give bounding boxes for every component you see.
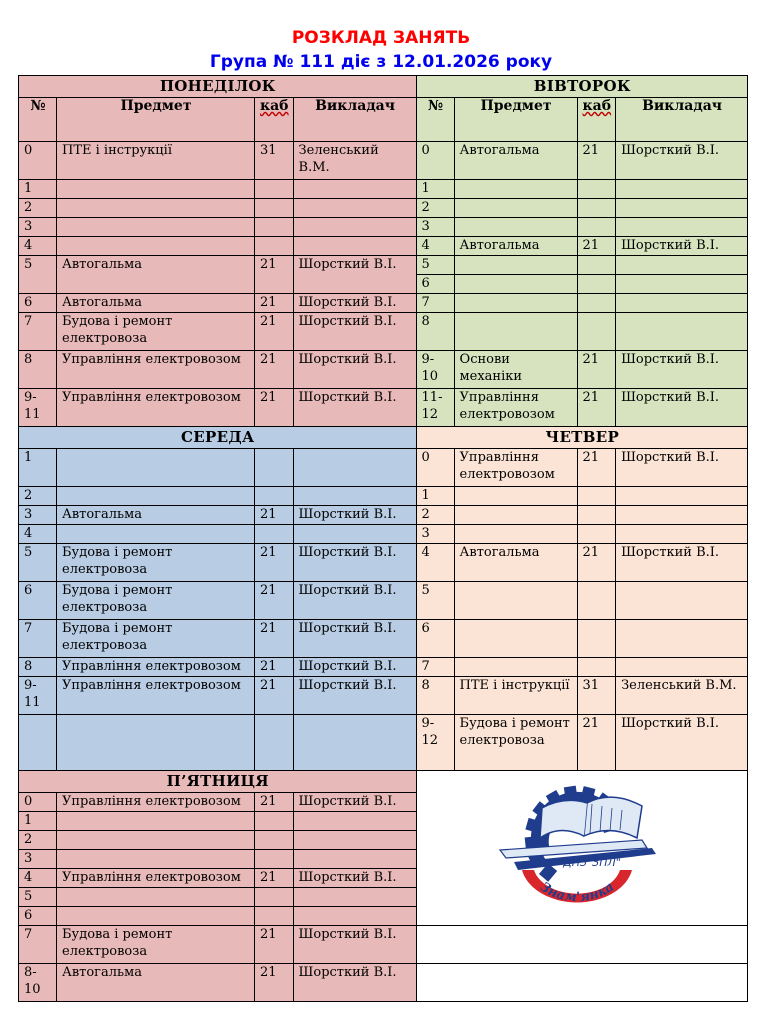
schedule-row xyxy=(19,142,748,180)
lesson-teacher xyxy=(293,525,416,544)
lesson-number: 1 xyxy=(19,812,57,831)
schedule-row xyxy=(19,180,748,199)
schedule-row xyxy=(19,98,748,142)
lesson-room xyxy=(577,294,616,313)
lesson-room: 21 xyxy=(255,658,294,677)
lesson-room: 21 xyxy=(255,256,294,294)
lesson-subject xyxy=(57,487,255,506)
lesson-subject xyxy=(57,715,255,771)
lesson-room: 21 xyxy=(255,294,294,313)
col-header-room xyxy=(255,98,294,142)
schedule-row xyxy=(19,620,748,658)
lesson-teacher xyxy=(293,449,416,487)
lesson-subject xyxy=(454,582,577,620)
lesson-teacher: Шорсткий В.І. xyxy=(293,313,416,351)
lesson-number: 3 xyxy=(19,506,57,525)
lesson-subject: Автогальма xyxy=(57,506,255,525)
day-header-thursday: ЧЕТВЕР xyxy=(416,427,748,449)
col-header-room-label: каб xyxy=(260,98,289,114)
lesson-number: 3 xyxy=(416,525,454,544)
lesson-subject xyxy=(454,525,577,544)
lesson-subject: ПТЕ і інструкції xyxy=(454,677,577,715)
lesson-teacher: Зеленський В.М. xyxy=(616,677,748,715)
book-icon xyxy=(540,797,642,838)
schedule-row xyxy=(19,199,748,218)
lesson-room: 21 xyxy=(255,582,294,620)
lesson-room: 31 xyxy=(577,677,616,715)
lesson-room xyxy=(255,831,294,850)
lesson-room xyxy=(577,658,616,677)
col-header-subject: Предмет xyxy=(454,98,577,142)
lesson-subject xyxy=(454,218,577,237)
lesson-subject xyxy=(454,313,577,351)
schedule-row xyxy=(19,677,748,715)
lesson-teacher xyxy=(293,487,416,506)
lesson-number: 1 xyxy=(416,487,454,506)
lesson-teacher: Шорсткий В.І. xyxy=(616,142,748,180)
lesson-room xyxy=(577,525,616,544)
col-header-room xyxy=(577,98,616,142)
lesson-teacher: Шорсткий В.І. xyxy=(293,793,416,812)
lesson-room: 21 xyxy=(255,544,294,582)
lesson-subject: Будова і ремонт електровоза xyxy=(57,582,255,620)
lesson-number: 5 xyxy=(416,256,454,275)
day-header-tuesday: ВІВТОРОК xyxy=(416,76,748,98)
schedule-row xyxy=(19,506,748,525)
lesson-number: 6 xyxy=(19,582,57,620)
lesson-teacher: Шорсткий В.І. xyxy=(616,544,748,582)
lesson-number: 9-11 xyxy=(19,677,57,715)
lesson-number: 2 xyxy=(416,199,454,218)
day-header-monday: ПОНЕДІЛОК xyxy=(19,76,417,98)
lesson-teacher xyxy=(616,313,748,351)
lesson-teacher xyxy=(616,294,748,313)
lesson-teacher: Шорсткий В.І. xyxy=(293,389,416,427)
lesson-teacher xyxy=(293,218,416,237)
lesson-subject xyxy=(57,237,255,256)
schedule-row xyxy=(19,964,748,1002)
lesson-subject xyxy=(454,294,577,313)
lesson-number: 9-11 xyxy=(19,389,57,427)
lesson-room xyxy=(255,715,294,771)
lesson-subject xyxy=(454,487,577,506)
lesson-teacher: Зеленський В.М. xyxy=(293,142,416,180)
lesson-room: 21 xyxy=(255,620,294,658)
lesson-room: 21 xyxy=(255,926,294,964)
lesson-subject: Будова і ремонт електровоза xyxy=(57,926,255,964)
lesson-subject: Управління електровозом xyxy=(57,869,255,888)
lesson-room: 21 xyxy=(577,715,616,771)
lesson-subject xyxy=(57,812,255,831)
lesson-number: 6 xyxy=(19,907,57,926)
lesson-subject: ПТЕ і інструкції xyxy=(57,142,255,180)
lesson-subject xyxy=(454,256,577,275)
lesson-teacher: Шорсткий В.І. xyxy=(293,926,416,964)
lesson-room: 21 xyxy=(255,964,294,1002)
lesson-number: 0 xyxy=(416,142,454,180)
lesson-room: 31 xyxy=(255,142,294,180)
schedule-row xyxy=(19,487,748,506)
lesson-number: 9-12 xyxy=(416,715,454,771)
schedule-row xyxy=(19,256,748,275)
lesson-room xyxy=(577,218,616,237)
lesson-number: 5 xyxy=(19,888,57,907)
lesson-room xyxy=(577,256,616,275)
lesson-teacher: Шорсткий В.І. xyxy=(293,620,416,658)
lesson-subject xyxy=(57,907,255,926)
schedule-row xyxy=(19,715,748,771)
lesson-teacher: Шорсткий В.І. xyxy=(616,449,748,487)
lesson-number: 2 xyxy=(19,487,57,506)
col-header-teacher: Викладач xyxy=(616,98,748,142)
col-header-subject: Предмет xyxy=(57,98,255,142)
lesson-room xyxy=(577,199,616,218)
col-header-num: № xyxy=(416,98,454,142)
schedule-row xyxy=(19,771,748,793)
lesson-teacher xyxy=(293,850,416,869)
lesson-number: 7 xyxy=(19,926,57,964)
lesson-teacher: Шорсткий В.І. xyxy=(616,715,748,771)
lesson-teacher xyxy=(616,620,748,658)
lesson-teacher xyxy=(293,907,416,926)
lesson-room xyxy=(255,850,294,869)
logo-abbr: ДНЗ"ЗПЛ" xyxy=(563,856,622,869)
lesson-number: 7 xyxy=(19,313,57,351)
lesson-room xyxy=(577,487,616,506)
lesson-room: 21 xyxy=(255,869,294,888)
lesson-number: 7 xyxy=(19,620,57,658)
lesson-subject: Управління електровозом xyxy=(57,677,255,715)
lesson-room: 21 xyxy=(577,449,616,487)
schedule-row xyxy=(19,237,748,256)
lesson-number: 0 xyxy=(19,793,57,812)
lesson-room: 21 xyxy=(255,793,294,812)
lesson-room: 21 xyxy=(255,506,294,525)
lesson-subject: Управління електровозом xyxy=(57,658,255,677)
lesson-subject: Автогальма xyxy=(57,294,255,313)
lesson-number: 4 xyxy=(19,525,57,544)
lesson-number: 4 xyxy=(416,544,454,582)
lesson-subject: Управління електровозом xyxy=(454,389,577,427)
lesson-room xyxy=(255,888,294,907)
lesson-teacher: Шорсткий В.І. xyxy=(293,964,416,1002)
lesson-room xyxy=(577,620,616,658)
schedule-row xyxy=(19,658,748,677)
lesson-room xyxy=(255,907,294,926)
lesson-subject xyxy=(454,658,577,677)
lesson-teacher xyxy=(616,180,748,199)
lesson-room: 21 xyxy=(577,237,616,256)
lesson-number: 5 xyxy=(19,544,57,582)
lesson-number: 4 xyxy=(19,869,57,888)
lesson-subject: Будова і ремонт електровоза xyxy=(57,313,255,351)
lesson-subject: Управління електровозом xyxy=(454,449,577,487)
lesson-number: 2 xyxy=(416,506,454,525)
lesson-subject: Автогальма xyxy=(454,544,577,582)
lesson-subject xyxy=(57,199,255,218)
lesson-room xyxy=(255,218,294,237)
lesson-teacher xyxy=(293,199,416,218)
lesson-subject: Автогальма xyxy=(57,256,255,294)
lesson-teacher xyxy=(293,888,416,907)
lesson-room xyxy=(577,180,616,199)
lesson-room xyxy=(577,313,616,351)
lesson-teacher xyxy=(616,256,748,275)
lesson-teacher: Шорсткий В.І. xyxy=(293,677,416,715)
lesson-number xyxy=(19,715,57,771)
lesson-teacher: Шорсткий В.І. xyxy=(293,351,416,389)
lesson-number: 5 xyxy=(19,256,57,294)
lesson-teacher: Шорсткий В.І. xyxy=(616,237,748,256)
col-header-teacher: Викладач xyxy=(293,98,416,142)
lesson-subject: Будова і ремонт електровоза xyxy=(454,715,577,771)
schedule-row xyxy=(19,294,748,313)
lesson-number: 8 xyxy=(416,313,454,351)
logo-cell xyxy=(416,771,748,926)
lesson-number: 3 xyxy=(416,218,454,237)
lesson-number: 2 xyxy=(19,831,57,850)
lesson-room xyxy=(255,449,294,487)
empty-cell xyxy=(416,964,748,1002)
lesson-room xyxy=(255,237,294,256)
lesson-number: 6 xyxy=(416,275,454,294)
lesson-subject xyxy=(57,831,255,850)
lesson-subject xyxy=(454,506,577,525)
schedule-row xyxy=(19,582,748,620)
lesson-teacher xyxy=(616,582,748,620)
day-header-friday: П’ЯТНИЦЯ xyxy=(19,771,417,793)
lesson-subject xyxy=(454,275,577,294)
lesson-subject: Автогальма xyxy=(57,964,255,1002)
lesson-subject xyxy=(454,199,577,218)
lesson-subject: Автогальма xyxy=(454,237,577,256)
schedule-row xyxy=(19,544,748,582)
lesson-teacher xyxy=(293,180,416,199)
lesson-teacher xyxy=(293,237,416,256)
lesson-teacher: Шорсткий В.І. xyxy=(616,351,748,389)
lesson-room xyxy=(577,506,616,525)
lesson-number: 0 xyxy=(19,142,57,180)
lesson-teacher xyxy=(293,812,416,831)
lesson-room: 21 xyxy=(577,142,616,180)
lesson-number: 8 xyxy=(19,658,57,677)
lesson-number: 6 xyxy=(19,294,57,313)
lesson-number: 8 xyxy=(19,351,57,389)
lesson-subject: Управління електровозом xyxy=(57,389,255,427)
lesson-number: 7 xyxy=(416,658,454,677)
lesson-number: 3 xyxy=(19,218,57,237)
schedule-row xyxy=(19,525,748,544)
lesson-teacher xyxy=(616,199,748,218)
lesson-teacher: Шорсткий В.І. xyxy=(293,544,416,582)
lesson-subject: Будова і ремонт електровоза xyxy=(57,620,255,658)
lesson-number: 4 xyxy=(416,237,454,256)
lesson-subject xyxy=(57,525,255,544)
schedule-row xyxy=(19,313,748,351)
lesson-subject xyxy=(57,449,255,487)
lesson-teacher: Шорсткий В.І. xyxy=(293,294,416,313)
lesson-room xyxy=(255,199,294,218)
schedule-title: РОЗКЛАД ЗАНЯТЬ xyxy=(291,28,471,48)
lesson-teacher: Шорсткий В.І. xyxy=(293,256,416,294)
schedule-table xyxy=(18,75,748,1002)
lesson-subject xyxy=(57,888,255,907)
day-header-wednesday: СЕРЕДА xyxy=(19,427,417,449)
group-subtitle: Група № 111 діє з 12.01.2026 року xyxy=(209,52,553,72)
schedule-row xyxy=(19,427,748,449)
lesson-room xyxy=(577,275,616,294)
lesson-subject: Будова і ремонт електровоза xyxy=(57,544,255,582)
lesson-teacher xyxy=(616,658,748,677)
lesson-subject: Основи механіки xyxy=(454,351,577,389)
lesson-subject: Управління електровозом xyxy=(57,351,255,389)
schedule-row xyxy=(19,389,748,427)
lesson-room: 21 xyxy=(255,313,294,351)
lesson-subject xyxy=(57,850,255,869)
lesson-teacher xyxy=(293,831,416,850)
lesson-room xyxy=(255,487,294,506)
lesson-room: 21 xyxy=(255,677,294,715)
lesson-number: 7 xyxy=(416,294,454,313)
lesson-teacher: Шорсткий В.І. xyxy=(293,658,416,677)
lesson-room xyxy=(255,812,294,831)
lesson-number: 1 xyxy=(416,180,454,199)
lesson-subject xyxy=(454,180,577,199)
lesson-room: 21 xyxy=(577,389,616,427)
lesson-teacher xyxy=(616,275,748,294)
lesson-number: 8 xyxy=(416,677,454,715)
lesson-teacher: Шорсткий В.І. xyxy=(616,389,748,427)
lesson-teacher xyxy=(616,525,748,544)
lesson-number: 1 xyxy=(19,449,57,487)
lesson-number: 8-10 xyxy=(19,964,57,1002)
col-header-room-label: каб xyxy=(582,98,612,114)
lesson-subject xyxy=(454,620,577,658)
lesson-number: 9-10 xyxy=(416,351,454,389)
schedule-row xyxy=(19,218,748,237)
lesson-room: 21 xyxy=(577,351,616,389)
lesson-room xyxy=(255,180,294,199)
lesson-number: 0 xyxy=(416,449,454,487)
lesson-teacher xyxy=(616,487,748,506)
schedule-row xyxy=(19,76,748,98)
lesson-number: 2 xyxy=(19,199,57,218)
lesson-number: 11-12 xyxy=(416,389,454,427)
school-logo xyxy=(492,778,672,913)
lesson-room xyxy=(577,582,616,620)
lesson-room: 21 xyxy=(255,351,294,389)
lesson-teacher: Шорсткий В.І. xyxy=(293,506,416,525)
lesson-teacher: Шорсткий В.І. xyxy=(293,582,416,620)
lesson-subject xyxy=(57,218,255,237)
empty-cell xyxy=(416,926,748,964)
lesson-number: 6 xyxy=(416,620,454,658)
col-header-num: № xyxy=(19,98,57,142)
lesson-number: 1 xyxy=(19,180,57,199)
lesson-number: 3 xyxy=(19,850,57,869)
lesson-subject xyxy=(57,180,255,199)
lesson-teacher xyxy=(616,506,748,525)
lesson-teacher xyxy=(293,715,416,771)
schedule-row xyxy=(19,926,748,964)
schedule-row xyxy=(19,449,748,487)
lesson-subject: Автогальма xyxy=(454,142,577,180)
lesson-number: 4 xyxy=(19,237,57,256)
lesson-room: 21 xyxy=(577,544,616,582)
lesson-room xyxy=(255,525,294,544)
lesson-subject: Управління електровозом xyxy=(57,793,255,812)
lesson-room: 21 xyxy=(255,389,294,427)
schedule-row xyxy=(19,351,748,389)
lesson-number: 5 xyxy=(416,582,454,620)
logo-motto: Знам'янка xyxy=(537,879,618,906)
lesson-teacher xyxy=(616,218,748,237)
lesson-teacher: Шорсткий В.І. xyxy=(293,869,416,888)
